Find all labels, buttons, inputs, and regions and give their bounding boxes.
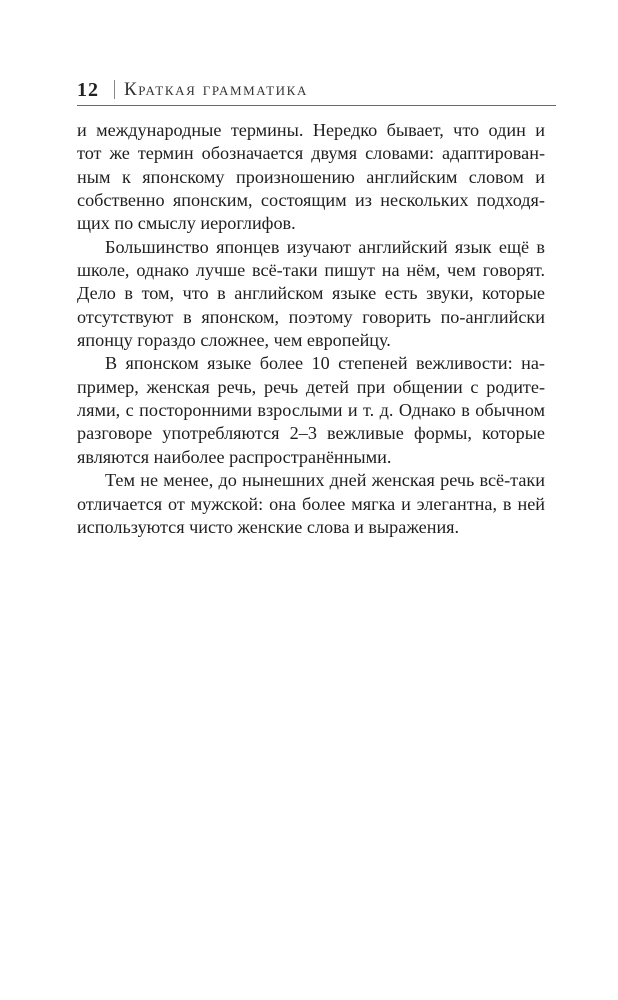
paragraph [77, 469, 545, 539]
header-separator [114, 80, 115, 99]
text-line: ным к японскому произношению английским словом и [77, 166, 545, 187]
text-line: Дело в том, что в английском языке есть звуки, которые [77, 283, 545, 304]
header-rule [77, 105, 556, 106]
text-line: японцу гораздо сложнее, чем европейцу. [77, 330, 391, 351]
paragraph [77, 236, 545, 353]
text-line: Тем не менее, до нынешних дней женская речь всё-таки [105, 470, 545, 491]
paragraph [77, 352, 545, 469]
text-line: используются чисто женские слова и выражения. [77, 516, 460, 537]
text-line: разговоре употребляются 2–3 вежливые формы, которые [77, 423, 545, 444]
page-number: 12 [77, 79, 99, 101]
text-line: Большинство японцев изучают английский язык ещё в [105, 236, 545, 257]
text-line: лями, с посторонними взрослыми и т. д. Однако в обычном [77, 400, 545, 421]
text-line: щих по смыслу иероглифов. [77, 213, 296, 234]
running-title: Краткая грамматика [124, 79, 308, 100]
text-line: являются наиболее распространёнными. [77, 446, 392, 467]
text-line: и международные термины. Нередко бывает, что один и [77, 120, 545, 140]
text-line: тот же термин обозначается двумя словами: адаптирован- [77, 143, 545, 164]
text-line: пример, женская речь, речь детей при общении с родите- [77, 376, 545, 397]
paragraph [77, 119, 545, 236]
text-line: В японском языке более 10 степеней вежливости: на- [105, 353, 545, 374]
running-header [77, 78, 557, 108]
text-line: школе, однако лучше всё-таки пишут на нём, чем говорят. [77, 260, 545, 281]
text-line: отсутствуют в японском, поэтому говорить по-английски [77, 306, 545, 327]
text-line: отличается от мужской: она более мягка и элегантна, в ней [77, 493, 545, 514]
body-text [77, 119, 545, 539]
text-line: собственно японским, состоящим из нескольких подходя- [77, 190, 545, 211]
